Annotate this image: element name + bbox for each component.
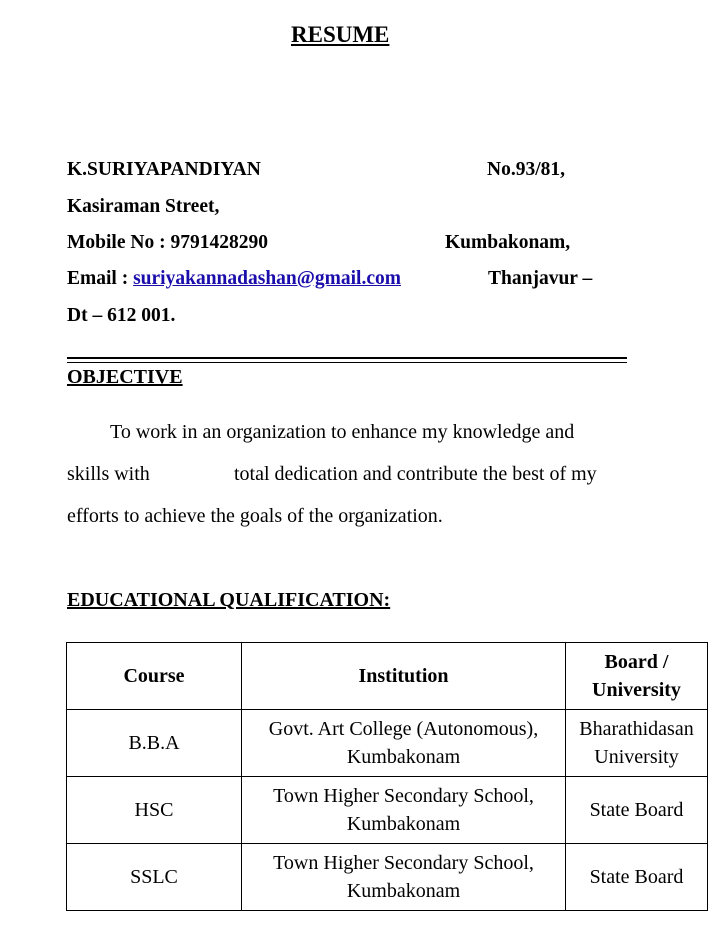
email-line [67, 268, 401, 290]
candidate-name: K.SURIYAPANDIYAN [67, 159, 261, 180]
institution-cell [242, 844, 566, 911]
divider-line [67, 357, 627, 359]
board-line: University [594, 746, 679, 768]
institution-line: Town Higher Secondary School, [273, 785, 534, 807]
email-label: Email : [67, 268, 129, 289]
institution-line: Govt. Art College (Autonomous), [268, 718, 539, 740]
address-number: No.93/81, [487, 159, 565, 180]
objective-line-2a: skills with [67, 463, 150, 485]
course-cell: B.B.A [67, 710, 242, 777]
board-cell [566, 710, 708, 777]
table-header-row [67, 643, 708, 710]
institution-line: Town Higher Secondary School, [273, 852, 534, 874]
institution-line: Kumbakonam [346, 746, 461, 768]
address-district: Dt – 612 001. [67, 305, 176, 326]
table-row [67, 844, 708, 911]
education-heading: EDUCATIONAL QUALIFICATION: [67, 589, 391, 611]
institution-cell [242, 710, 566, 777]
institution-cell [242, 777, 566, 844]
email-link[interactable]: suriyakannadashan@gmail.com [133, 268, 401, 289]
table-row [67, 777, 708, 844]
board-cell: State Board [566, 844, 708, 911]
board-cell: State Board [566, 777, 708, 844]
objective-line-2b: total dedication and contribute the best of my [234, 463, 597, 485]
resume-title: RESUME [291, 22, 390, 47]
institution-line: Kumbakonam [346, 813, 461, 835]
column-header-board: Board / University [566, 643, 708, 710]
divider-line-thin [67, 362, 627, 363]
column-header-course: Course [67, 643, 242, 710]
objective-heading: OBJECTIVE [67, 366, 183, 388]
table-row [67, 710, 708, 777]
institution-line: Kumbakonam [346, 880, 461, 902]
course-cell: SSLC [67, 844, 242, 911]
address-region: Thanjavur – [488, 268, 593, 289]
board-line: Bharathidasan [579, 718, 694, 740]
education-table [66, 642, 708, 911]
address-street: Kasiraman Street, [67, 196, 220, 217]
mobile-number: Mobile No : 9791428290 [67, 232, 268, 253]
column-header-institution: Institution [242, 643, 566, 710]
address-city: Kumbakonam, [445, 232, 571, 253]
objective-line-3: efforts to achieve the goals of the organization. [67, 505, 443, 527]
course-cell: HSC [67, 777, 242, 844]
objective-line-1: To work in an organization to enhance my knowledge and [110, 421, 575, 443]
